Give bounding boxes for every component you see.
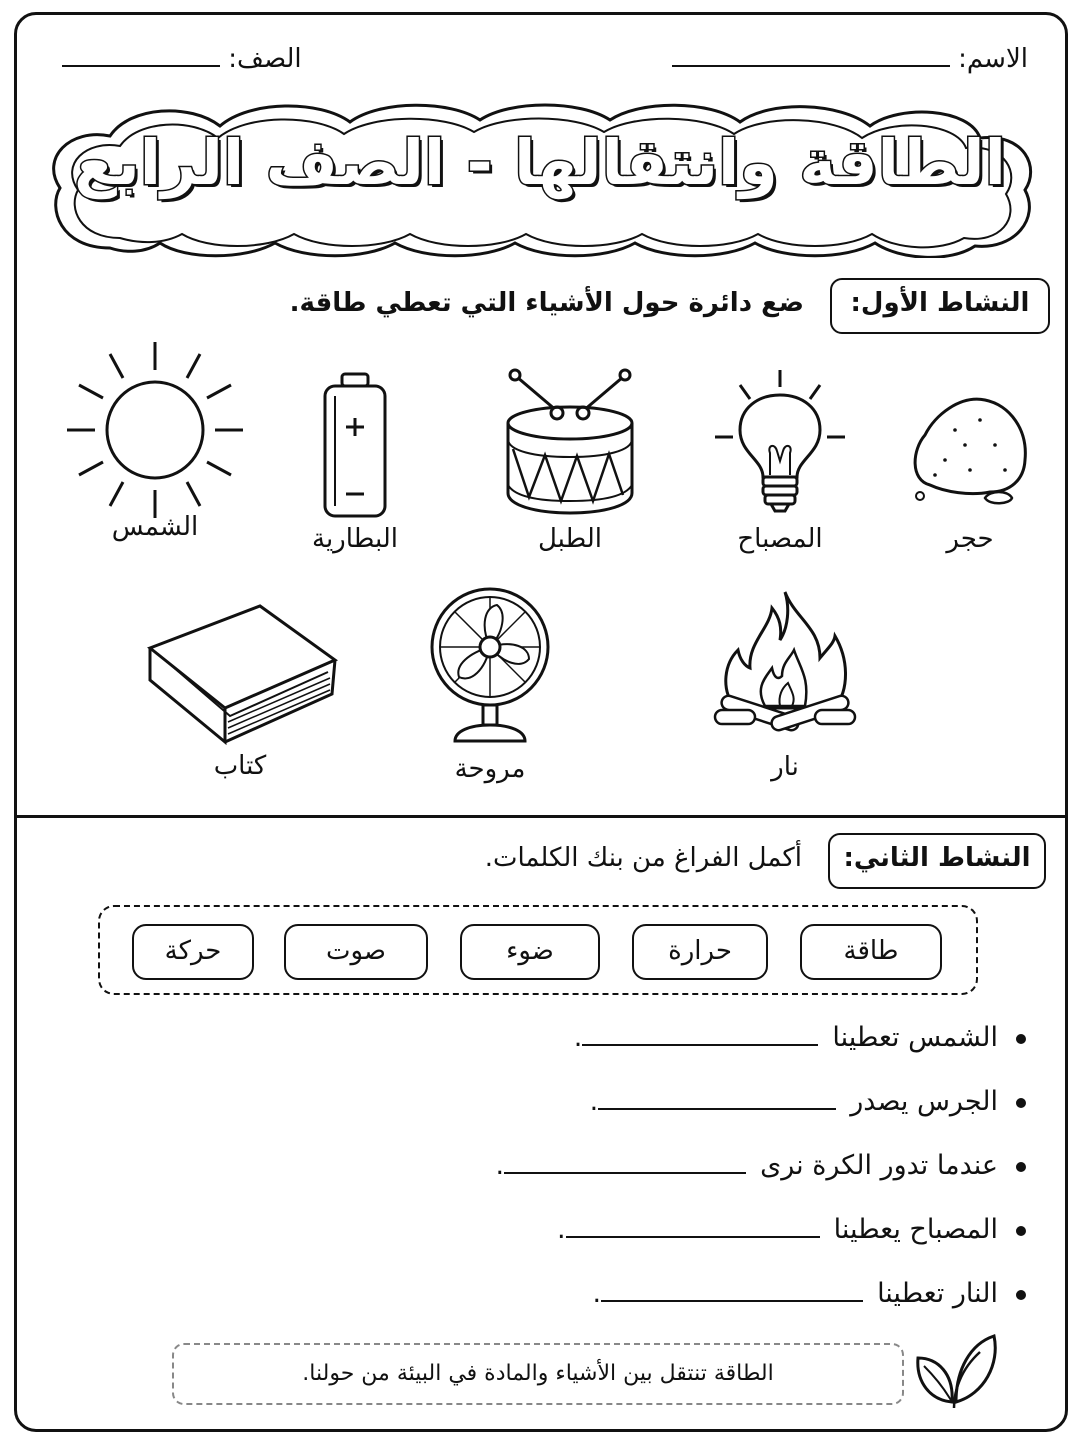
item-sun[interactable] xyxy=(65,340,245,542)
sentence-text: الشمس تعطينا xyxy=(832,1022,998,1053)
item-lightbulb[interactable] xyxy=(700,365,860,554)
answer-blank[interactable] xyxy=(566,1214,820,1238)
section-divider xyxy=(16,815,1066,818)
answer-blank[interactable] xyxy=(598,1086,836,1110)
item-fan[interactable] xyxy=(410,585,570,784)
worksheet-title: الطاقة وانتقالها - الصف الرابع xyxy=(74,126,1006,199)
word-bank-item[interactable]: صوت xyxy=(284,924,428,980)
item-book[interactable] xyxy=(140,598,340,781)
word-bank-item[interactable]: حركة xyxy=(132,924,254,980)
sentence-period: . xyxy=(495,1150,505,1181)
answer-blank[interactable] xyxy=(504,1150,746,1174)
item-fire-label: نار xyxy=(771,752,799,782)
sentence-3 xyxy=(496,1150,1026,1181)
sentence-text: الجرس يصدر xyxy=(850,1086,998,1117)
bullet-icon xyxy=(1016,1226,1026,1236)
item-rock-label: حجر xyxy=(946,524,994,554)
answer-blank[interactable] xyxy=(582,1022,818,1046)
item-drum[interactable] xyxy=(490,365,650,554)
sun-icon xyxy=(65,340,245,520)
sentence-1 xyxy=(574,1022,1026,1053)
class-field[interactable] xyxy=(62,44,302,74)
sentence-5 xyxy=(592,1278,1026,1309)
leaf-icon xyxy=(910,1330,1000,1410)
word-bank-item[interactable]: ضوء xyxy=(460,924,600,980)
word-bank-item[interactable]: طاقة xyxy=(800,924,942,980)
item-drum-label: الطبل xyxy=(537,524,602,554)
bullet-icon xyxy=(1016,1098,1026,1108)
fire-icon xyxy=(710,588,860,748)
activity2-instruction: أكمل الفراغ من بنك الكلمات. xyxy=(484,843,802,873)
battery-icon xyxy=(305,370,405,520)
item-sun-label: الشمس xyxy=(111,512,199,542)
lightbulb-icon xyxy=(705,365,855,520)
item-book-label: كتاب xyxy=(213,751,267,781)
activity2-label: النشاط الثاني: xyxy=(828,833,1046,889)
answer-blank[interactable] xyxy=(601,1278,863,1302)
book-icon xyxy=(140,598,340,753)
sentence-period: . xyxy=(589,1086,599,1117)
rock-icon xyxy=(900,380,1040,520)
item-fire[interactable] xyxy=(705,588,865,782)
sentence-text: النار تعطينا xyxy=(877,1278,998,1309)
item-fan-label: مروحة xyxy=(454,754,526,784)
name-label: الاسم: xyxy=(958,44,1028,74)
sentence-period: . xyxy=(573,1022,583,1053)
name-blank[interactable] xyxy=(672,65,950,67)
fan-icon xyxy=(425,585,555,750)
class-label: الصف: xyxy=(228,44,302,74)
word-bank xyxy=(98,905,978,995)
sentence-text: عندما تدور الكرة نرى xyxy=(760,1150,998,1181)
bullet-icon xyxy=(1016,1162,1026,1172)
sentence-2 xyxy=(590,1086,1026,1117)
sentence-4 xyxy=(557,1214,1026,1245)
item-battery[interactable] xyxy=(275,370,435,554)
sentence-period: . xyxy=(557,1214,566,1245)
class-blank[interactable] xyxy=(62,65,220,67)
item-rock[interactable] xyxy=(890,380,1050,554)
bullet-icon xyxy=(1016,1290,1026,1300)
name-field[interactable] xyxy=(672,44,1028,74)
drum-icon xyxy=(495,365,645,520)
word-bank-item[interactable]: حرارة xyxy=(632,924,768,980)
bullet-icon xyxy=(1016,1034,1026,1044)
sentence-text: المصباح يعطينا xyxy=(833,1214,998,1245)
item-lightbulb-label: المصباح xyxy=(737,524,823,554)
activity1-instruction: ضع دائرة حول الأشياء التي تعطي طاقة. xyxy=(289,288,804,318)
sentence-period: . xyxy=(592,1278,602,1309)
activity1-label: النشاط الأول: xyxy=(830,278,1050,334)
footer-note: الطاقة تنتقل بين الأشياء والمادة في البيئة من حولنا. xyxy=(172,1343,904,1405)
item-battery-label: البطارية xyxy=(312,524,398,554)
